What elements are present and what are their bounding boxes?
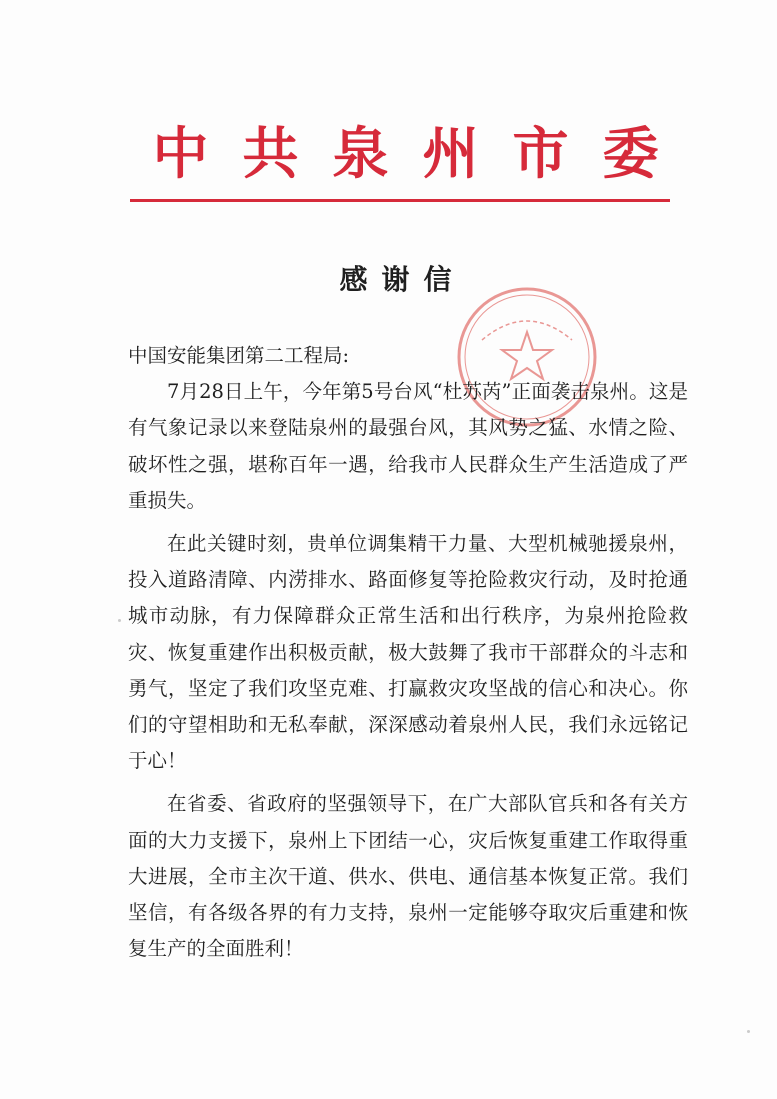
paragraph-reconstruction-progress: 在省委、省政府的坚强领导下，在广大部队官兵和各有关方面的大力支援下，泉州上下团结一心，灾后恢复重建工作取得重大进展，全市主次干道、供水、供电、通信基本恢复正常。我们坚信，有各级各界的有力支持，泉州一定能够夺取灾后重建和恢复生产的全面胜利！ xyxy=(128,792,688,961)
paragraph-typhoon-impact: 7月28日上午，今年第5号台风“杜苏芮”正面袭击泉州。这是有气象记录以来登陆泉州的最强台风，其风势之猛、水情之险、破坏性之强，堪称百年一遇，给我市人民群众生产生活造成了严重损失。 xyxy=(128,380,688,512)
document-title: 感谢信 xyxy=(339,263,466,296)
letterhead-red-rule xyxy=(130,199,670,202)
scan-speck xyxy=(118,619,121,622)
scan-speck xyxy=(747,1030,750,1033)
letterhead-title: 中共泉州市委 xyxy=(152,121,693,187)
paragraph-rescue-contribution: 在此关键时刻，贵单位调集精干力量、大型机械驰援泉州，投入道路清障、内涝排水、路面修复等抢险救灾行动，及时抢通城市动脉，有力保障群众正常生活和出行秩序，为泉州抢险救灾、恢复重建作出积极贡献，极大鼓舞了我市干部群众的斗志和勇气，坚定了我们攻坚克难、打赢救灾攻坚战的信心和决心。你们的守望相助和无私奉献，深深感动着泉州人民，我们永远铭记于心！ xyxy=(128,532,688,773)
letter-body xyxy=(128,338,688,967)
salutation: 中国安能集团第二工程局: xyxy=(128,344,350,367)
